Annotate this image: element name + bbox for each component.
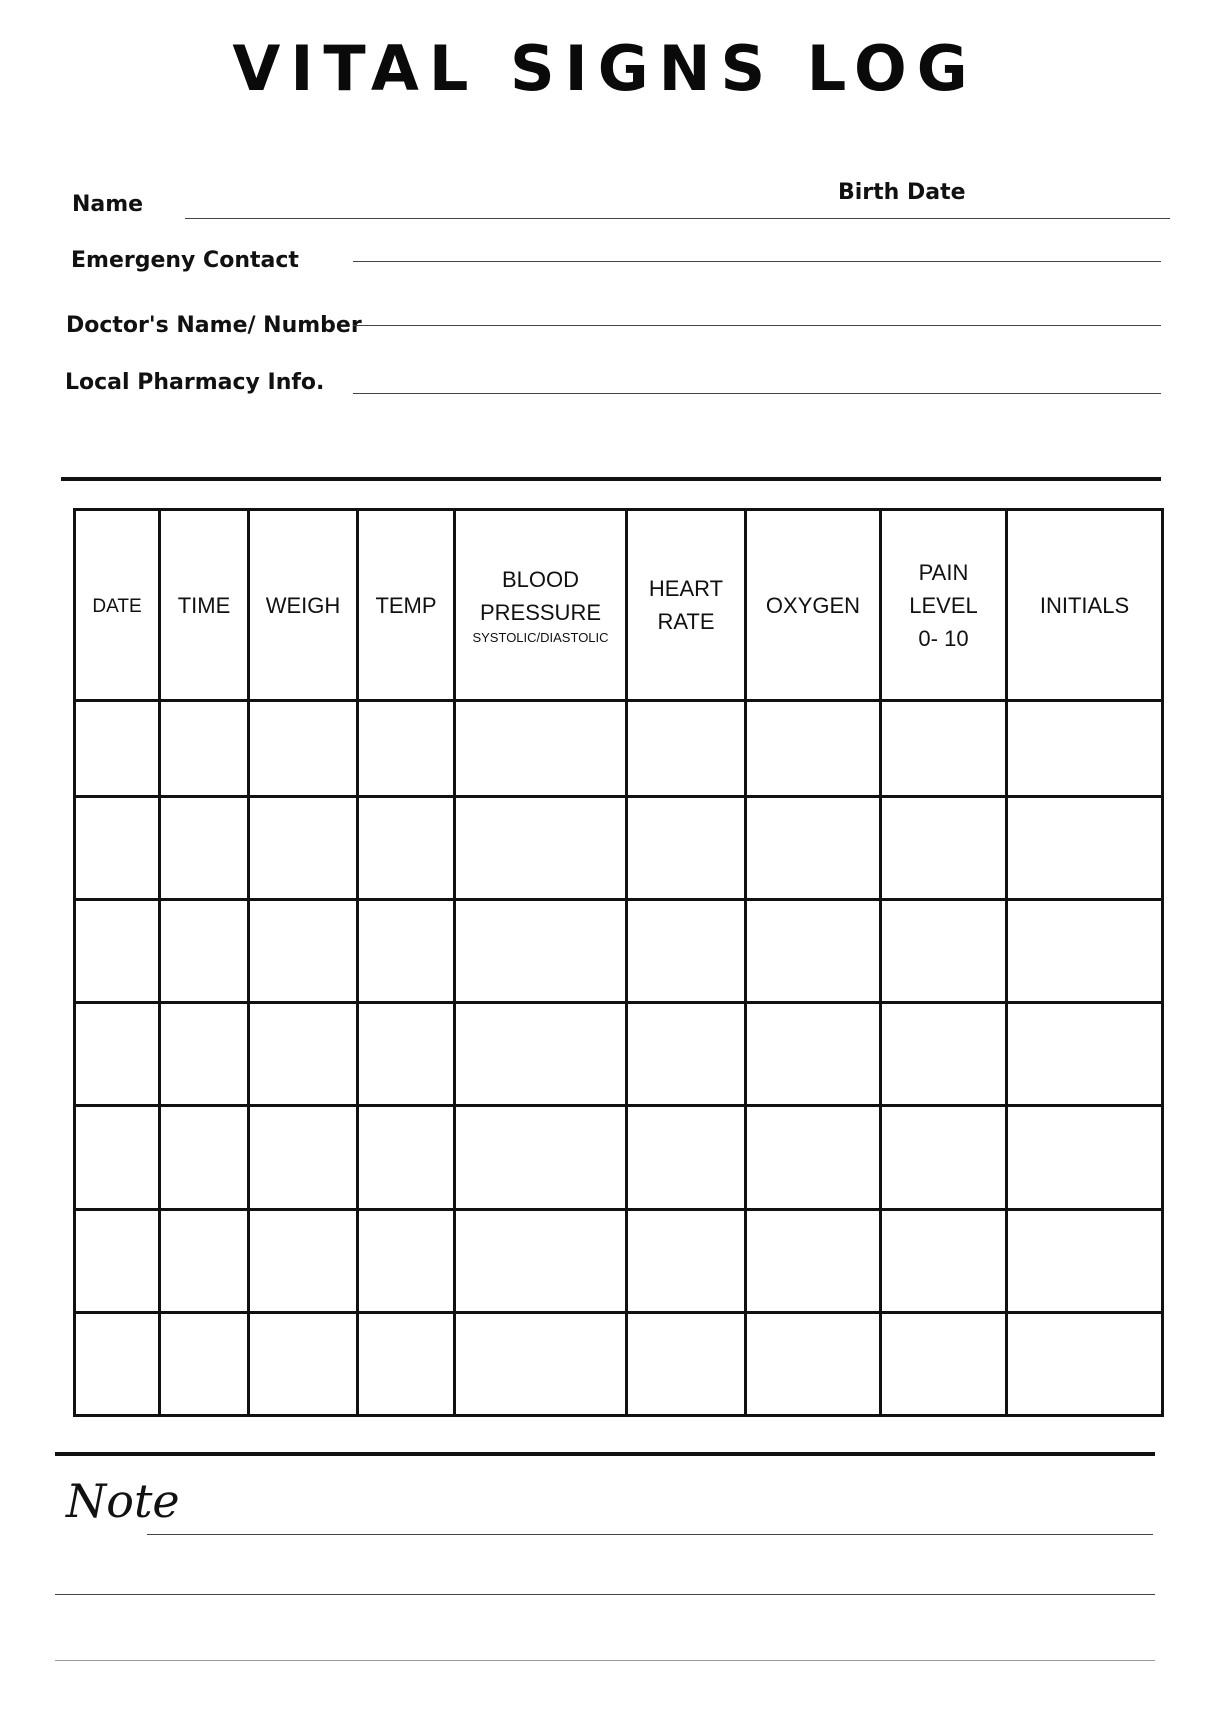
table-cell[interactable] (249, 1210, 358, 1313)
table-cell[interactable] (358, 1313, 455, 1416)
pharmacy-field-line[interactable] (353, 393, 1161, 394)
table-cell[interactable] (881, 1210, 1007, 1313)
table-cell[interactable] (1007, 701, 1163, 797)
header-pain-level: PAIN LEVEL 0- 10 (881, 510, 1007, 701)
table-cell[interactable] (746, 1313, 881, 1416)
table-cell[interactable] (160, 900, 249, 1003)
table-cell[interactable] (627, 701, 746, 797)
note-line-1[interactable] (147, 1534, 1153, 1535)
birth-date-label: Birth Date (838, 180, 966, 205)
emergency-contact-field-line[interactable] (353, 261, 1161, 262)
table-row (75, 1313, 1163, 1416)
table-cell[interactable] (358, 1210, 455, 1313)
table-cell[interactable] (455, 1106, 627, 1210)
table-cell[interactable] (1007, 900, 1163, 1003)
table-cell[interactable] (75, 900, 160, 1003)
table-cell[interactable] (75, 1003, 160, 1106)
table-cell[interactable] (358, 1106, 455, 1210)
table-cell[interactable] (75, 1313, 160, 1416)
header-temp: TEMP (358, 510, 455, 701)
pharmacy-label: Local Pharmacy Info. (65, 370, 325, 395)
table-cell[interactable] (627, 1003, 746, 1106)
table-cell[interactable] (881, 797, 1007, 900)
table-cell[interactable] (455, 701, 627, 797)
table-cell[interactable] (1007, 1210, 1163, 1313)
table-cell[interactable] (249, 1106, 358, 1210)
table-cell[interactable] (881, 1313, 1007, 1416)
table-row (75, 900, 1163, 1003)
table-cell[interactable] (160, 797, 249, 900)
table-cell[interactable] (358, 1003, 455, 1106)
table-cell[interactable] (249, 1003, 358, 1106)
name-field-line[interactable] (185, 218, 1170, 219)
table-body (75, 701, 1163, 1416)
header-time: TIME (160, 510, 249, 701)
table-cell[interactable] (746, 701, 881, 797)
note-line-3[interactable] (55, 1660, 1155, 1661)
table-cell[interactable] (746, 797, 881, 900)
table-cell[interactable] (160, 1003, 249, 1106)
table-cell[interactable] (627, 1313, 746, 1416)
table-cell[interactable] (249, 701, 358, 797)
header-initials: INITIALS (1007, 510, 1163, 701)
table-cell[interactable] (160, 1106, 249, 1210)
table-cell[interactable] (75, 797, 160, 900)
section-divider-bottom (55, 1452, 1155, 1456)
header-date: DATE (75, 510, 160, 701)
table-cell[interactable] (627, 900, 746, 1003)
header-bp-subtitle: SYSTOLIC/DIASTOLIC (472, 630, 609, 645)
table-cell[interactable] (75, 1210, 160, 1313)
table-cell[interactable] (627, 1210, 746, 1313)
table-cell[interactable] (627, 797, 746, 900)
header-oxygen: OXYGEN (746, 510, 881, 701)
table-row (75, 1106, 1163, 1210)
table-cell[interactable] (75, 1106, 160, 1210)
header-blood-pressure: BLOOD PRESSURE SYSTOLIC/DIASTOLIC (455, 510, 627, 701)
table-cell[interactable] (881, 701, 1007, 797)
table-cell[interactable] (881, 1106, 1007, 1210)
page-title: VITAL SIGNS LOG (232, 32, 978, 105)
header-heart-rate: HEART RATE (627, 510, 746, 701)
table-cell[interactable] (358, 797, 455, 900)
table-cell[interactable] (881, 900, 1007, 1003)
table-cell[interactable] (249, 1313, 358, 1416)
table-cell[interactable] (160, 1313, 249, 1416)
name-label: Name (72, 192, 144, 217)
section-divider-top (61, 477, 1161, 481)
table-cell[interactable] (746, 1106, 881, 1210)
table-cell[interactable] (746, 1210, 881, 1313)
table-cell[interactable] (358, 900, 455, 1003)
table-cell[interactable] (249, 797, 358, 900)
table-cell[interactable] (1007, 1313, 1163, 1416)
table-row (75, 701, 1163, 797)
table-cell[interactable] (881, 1003, 1007, 1106)
table-cell[interactable] (455, 1210, 627, 1313)
doctor-label: Doctor's Name/ Number (66, 313, 362, 338)
doctor-field-line[interactable] (353, 325, 1161, 326)
table-cell[interactable] (455, 1003, 627, 1106)
table-cell[interactable] (455, 797, 627, 900)
emergency-contact-label: Emergeny Contact (71, 248, 299, 273)
table-cell[interactable] (455, 900, 627, 1003)
table-cell[interactable] (1007, 1106, 1163, 1210)
table-cell[interactable] (1007, 797, 1163, 900)
header-weigh: WEIGH (249, 510, 358, 701)
table-cell[interactable] (75, 701, 160, 797)
note-label: Note (66, 1474, 180, 1528)
table-row (75, 1210, 1163, 1313)
table-cell[interactable] (358, 701, 455, 797)
table-cell[interactable] (160, 1210, 249, 1313)
table-cell[interactable] (160, 701, 249, 797)
table-cell[interactable] (746, 1003, 881, 1106)
table-cell[interactable] (1007, 1003, 1163, 1106)
table-cell[interactable] (746, 900, 881, 1003)
table-row (75, 1003, 1163, 1106)
table-cell[interactable] (455, 1313, 627, 1416)
table-row (75, 797, 1163, 900)
table-cell[interactable] (249, 900, 358, 1003)
header-row (75, 510, 1163, 701)
vitals-table (73, 508, 1164, 1417)
note-line-2[interactable] (55, 1594, 1155, 1595)
table-cell[interactable] (627, 1106, 746, 1210)
